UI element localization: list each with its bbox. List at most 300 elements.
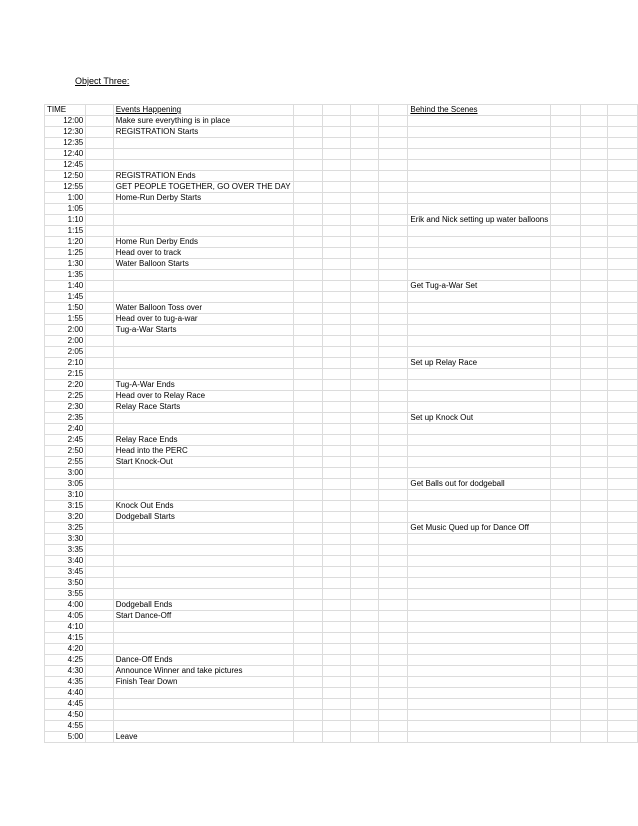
time-cell: 2:05 bbox=[45, 347, 86, 358]
table-row bbox=[45, 710, 638, 721]
empty-cell bbox=[607, 413, 637, 424]
empty-cell bbox=[551, 622, 581, 633]
time-cell: 3:55 bbox=[45, 589, 86, 600]
empty-cell bbox=[86, 501, 114, 512]
empty-cell bbox=[580, 556, 607, 567]
empty-cell bbox=[293, 523, 323, 534]
event-cell bbox=[113, 545, 293, 556]
empty-cell bbox=[607, 534, 637, 545]
time-cell: 2:55 bbox=[45, 457, 86, 468]
empty-cell bbox=[323, 325, 351, 336]
empty-cell bbox=[86, 446, 114, 457]
empty-cell bbox=[323, 138, 351, 149]
table-row bbox=[45, 644, 638, 655]
empty-cell bbox=[350, 501, 378, 512]
event-cell bbox=[113, 534, 293, 545]
time-cell: 5:00 bbox=[45, 732, 86, 743]
empty-cell bbox=[86, 677, 114, 688]
time-cell: 1:25 bbox=[45, 248, 86, 259]
empty-cell bbox=[86, 138, 114, 149]
empty-cell bbox=[580, 545, 607, 556]
empty-cell bbox=[350, 490, 378, 501]
empty-cell bbox=[580, 303, 607, 314]
table-row bbox=[45, 655, 638, 666]
empty-cell bbox=[580, 457, 607, 468]
empty-cell bbox=[293, 303, 323, 314]
event-cell: Make sure everything is in place bbox=[113, 116, 293, 127]
empty-cell bbox=[551, 127, 581, 138]
empty-cell bbox=[293, 325, 323, 336]
empty-cell bbox=[551, 369, 581, 380]
empty-cell bbox=[293, 710, 323, 721]
empty-cell bbox=[607, 204, 637, 215]
table-row bbox=[45, 402, 638, 413]
time-cell: 4:55 bbox=[45, 721, 86, 732]
table-row bbox=[45, 622, 638, 633]
empty-cell bbox=[293, 402, 323, 413]
event-cell: REGISTRATION Ends bbox=[113, 171, 293, 182]
empty-cell bbox=[378, 413, 408, 424]
empty-cell bbox=[323, 435, 351, 446]
table-row bbox=[45, 358, 638, 369]
time-cell: 4:40 bbox=[45, 688, 86, 699]
empty-cell bbox=[86, 468, 114, 479]
behind-scenes-cell bbox=[408, 721, 551, 732]
behind-scenes-cell bbox=[408, 468, 551, 479]
empty-cell bbox=[350, 171, 378, 182]
table-row bbox=[45, 556, 638, 567]
event-cell: GET PEOPLE TOGETHER, GO OVER THE DAY bbox=[113, 182, 293, 193]
time-cell: 12:45 bbox=[45, 160, 86, 171]
empty-cell bbox=[86, 479, 114, 490]
time-cell: 3:15 bbox=[45, 501, 86, 512]
empty-cell bbox=[86, 226, 114, 237]
event-cell: Tug-A-War Ends bbox=[113, 380, 293, 391]
table-row bbox=[45, 226, 638, 237]
empty-cell bbox=[580, 622, 607, 633]
empty-cell bbox=[323, 424, 351, 435]
empty-cell bbox=[607, 688, 637, 699]
empty-cell bbox=[580, 468, 607, 479]
empty-cell bbox=[378, 556, 408, 567]
behind-scenes-cell bbox=[408, 710, 551, 721]
behind-scenes-cell bbox=[408, 116, 551, 127]
empty-cell bbox=[293, 534, 323, 545]
empty-cell bbox=[378, 149, 408, 160]
time-cell: 4:05 bbox=[45, 611, 86, 622]
empty-cell bbox=[607, 523, 637, 534]
event-cell bbox=[113, 710, 293, 721]
empty-cell bbox=[86, 435, 114, 446]
empty-cell bbox=[293, 171, 323, 182]
empty-cell bbox=[580, 567, 607, 578]
empty-cell bbox=[551, 633, 581, 644]
empty-cell bbox=[86, 545, 114, 556]
empty-cell bbox=[350, 182, 378, 193]
behind-scenes-cell bbox=[408, 226, 551, 237]
empty-cell bbox=[293, 292, 323, 303]
event-cell: Head over to track bbox=[113, 248, 293, 259]
empty-cell bbox=[607, 600, 637, 611]
table-row bbox=[45, 116, 638, 127]
empty-cell bbox=[551, 325, 581, 336]
empty-cell bbox=[293, 457, 323, 468]
empty-cell bbox=[293, 259, 323, 270]
empty-cell bbox=[607, 160, 637, 171]
empty-cell bbox=[293, 699, 323, 710]
empty-cell bbox=[551, 567, 581, 578]
empty-cell bbox=[293, 237, 323, 248]
empty-cell bbox=[323, 237, 351, 248]
time-cell: 1:40 bbox=[45, 281, 86, 292]
empty-cell bbox=[323, 457, 351, 468]
empty-cell bbox=[293, 215, 323, 226]
table-row bbox=[45, 490, 638, 501]
empty-cell bbox=[580, 589, 607, 600]
table-row bbox=[45, 259, 638, 270]
event-cell: Head over to tug-a-war bbox=[113, 314, 293, 325]
event-cell bbox=[113, 204, 293, 215]
empty-cell bbox=[551, 138, 581, 149]
empty-cell bbox=[86, 710, 114, 721]
empty-cell bbox=[551, 160, 581, 171]
empty-cell bbox=[378, 446, 408, 457]
empty-cell bbox=[293, 391, 323, 402]
table-row bbox=[45, 501, 638, 512]
empty-cell bbox=[378, 688, 408, 699]
event-cell: Dodgeball Starts bbox=[113, 512, 293, 523]
empty-cell bbox=[350, 600, 378, 611]
event-cell: Relay Race Ends bbox=[113, 435, 293, 446]
empty-cell bbox=[580, 215, 607, 226]
header-behind: Behind the Scenes bbox=[408, 105, 551, 116]
empty-cell bbox=[350, 369, 378, 380]
empty-cell bbox=[350, 138, 378, 149]
empty-cell bbox=[551, 336, 581, 347]
empty-cell bbox=[580, 644, 607, 655]
time-cell: 3:20 bbox=[45, 512, 86, 523]
empty-cell bbox=[350, 424, 378, 435]
behind-scenes-cell bbox=[408, 457, 551, 468]
behind-scenes-cell bbox=[408, 248, 551, 259]
event-cell bbox=[113, 622, 293, 633]
empty-cell bbox=[350, 391, 378, 402]
empty-cell bbox=[86, 512, 114, 523]
empty-cell bbox=[551, 226, 581, 237]
empty-cell bbox=[607, 391, 637, 402]
event-cell bbox=[113, 479, 293, 490]
empty-cell bbox=[350, 446, 378, 457]
empty-cell bbox=[580, 116, 607, 127]
time-cell: 2:35 bbox=[45, 413, 86, 424]
table-row bbox=[45, 424, 638, 435]
behind-scenes-cell bbox=[408, 732, 551, 743]
empty-cell bbox=[350, 633, 378, 644]
empty-cell bbox=[580, 292, 607, 303]
empty-cell bbox=[350, 699, 378, 710]
empty-cell bbox=[607, 314, 637, 325]
empty-cell bbox=[378, 721, 408, 732]
time-cell: 3:30 bbox=[45, 534, 86, 545]
empty-cell bbox=[378, 259, 408, 270]
behind-scenes-cell bbox=[408, 556, 551, 567]
empty-cell bbox=[607, 501, 637, 512]
behind-scenes-cell bbox=[408, 171, 551, 182]
behind-scenes-cell bbox=[408, 688, 551, 699]
table-row bbox=[45, 435, 638, 446]
empty-cell bbox=[378, 468, 408, 479]
empty-cell bbox=[293, 490, 323, 501]
table-row bbox=[45, 446, 638, 457]
empty-cell bbox=[551, 149, 581, 160]
empty-cell bbox=[293, 193, 323, 204]
empty-cell bbox=[350, 534, 378, 545]
empty-cell bbox=[580, 699, 607, 710]
time-cell: 3:50 bbox=[45, 578, 86, 589]
empty-cell bbox=[323, 567, 351, 578]
empty-cell bbox=[378, 281, 408, 292]
empty-cell bbox=[86, 534, 114, 545]
table-row bbox=[45, 160, 638, 171]
empty-cell bbox=[580, 534, 607, 545]
empty-cell bbox=[580, 138, 607, 149]
empty-cell bbox=[350, 413, 378, 424]
empty-cell bbox=[86, 457, 114, 468]
empty-cell bbox=[323, 248, 351, 259]
header-spacer bbox=[350, 105, 378, 116]
empty-cell bbox=[607, 248, 637, 259]
empty-cell bbox=[607, 732, 637, 743]
table-row bbox=[45, 479, 638, 490]
table-row bbox=[45, 512, 638, 523]
empty-cell bbox=[293, 314, 323, 325]
behind-scenes-cell bbox=[408, 666, 551, 677]
empty-cell bbox=[323, 369, 351, 380]
empty-cell bbox=[607, 567, 637, 578]
event-cell: Knock Out Ends bbox=[113, 501, 293, 512]
empty-cell bbox=[86, 721, 114, 732]
table-row bbox=[45, 325, 638, 336]
behind-scenes-cell bbox=[408, 380, 551, 391]
empty-cell bbox=[86, 633, 114, 644]
empty-cell bbox=[580, 710, 607, 721]
event-cell bbox=[113, 270, 293, 281]
empty-cell bbox=[607, 292, 637, 303]
event-cell bbox=[113, 292, 293, 303]
table-row bbox=[45, 127, 638, 138]
empty-cell bbox=[607, 589, 637, 600]
empty-cell bbox=[378, 204, 408, 215]
empty-cell bbox=[607, 116, 637, 127]
time-cell: 1:00 bbox=[45, 193, 86, 204]
time-cell: 1:10 bbox=[45, 215, 86, 226]
empty-cell bbox=[580, 611, 607, 622]
empty-cell bbox=[350, 479, 378, 490]
empty-cell bbox=[350, 622, 378, 633]
behind-scenes-cell bbox=[408, 369, 551, 380]
empty-cell bbox=[350, 545, 378, 556]
behind-scenes-cell bbox=[408, 611, 551, 622]
empty-cell bbox=[580, 325, 607, 336]
empty-cell bbox=[323, 556, 351, 567]
empty-cell bbox=[350, 116, 378, 127]
empty-cell bbox=[551, 655, 581, 666]
empty-cell bbox=[86, 270, 114, 281]
header-time: TIME bbox=[45, 105, 86, 116]
header-row bbox=[45, 105, 638, 116]
empty-cell bbox=[323, 732, 351, 743]
event-cell bbox=[113, 589, 293, 600]
empty-cell bbox=[580, 226, 607, 237]
behind-scenes-cell bbox=[408, 644, 551, 655]
empty-cell bbox=[580, 633, 607, 644]
empty-cell bbox=[607, 655, 637, 666]
time-cell: 2:40 bbox=[45, 424, 86, 435]
empty-cell bbox=[323, 622, 351, 633]
table-row bbox=[45, 468, 638, 479]
empty-cell bbox=[293, 435, 323, 446]
empty-cell bbox=[580, 402, 607, 413]
empty-cell bbox=[350, 314, 378, 325]
empty-cell bbox=[607, 611, 637, 622]
empty-cell bbox=[323, 314, 351, 325]
table-row bbox=[45, 413, 638, 424]
empty-cell bbox=[350, 688, 378, 699]
empty-cell bbox=[551, 193, 581, 204]
empty-cell bbox=[323, 281, 351, 292]
empty-cell bbox=[86, 347, 114, 358]
empty-cell bbox=[350, 127, 378, 138]
behind-scenes-cell bbox=[408, 699, 551, 710]
empty-cell bbox=[580, 160, 607, 171]
table-row bbox=[45, 138, 638, 149]
empty-cell bbox=[293, 182, 323, 193]
empty-cell bbox=[551, 523, 581, 534]
empty-cell bbox=[350, 435, 378, 446]
empty-cell bbox=[551, 644, 581, 655]
empty-cell bbox=[86, 391, 114, 402]
event-cell: Relay Race Starts bbox=[113, 402, 293, 413]
empty-cell bbox=[580, 655, 607, 666]
empty-cell bbox=[551, 248, 581, 259]
event-cell: Announce Winner and take pictures bbox=[113, 666, 293, 677]
empty-cell bbox=[293, 589, 323, 600]
empty-cell bbox=[86, 182, 114, 193]
empty-cell bbox=[378, 699, 408, 710]
behind-scenes-cell bbox=[408, 127, 551, 138]
header-spacer bbox=[607, 105, 637, 116]
empty-cell bbox=[293, 479, 323, 490]
empty-cell bbox=[551, 380, 581, 391]
empty-cell bbox=[293, 600, 323, 611]
empty-cell bbox=[350, 281, 378, 292]
behind-scenes-cell bbox=[408, 589, 551, 600]
empty-cell bbox=[323, 292, 351, 303]
event-cell: Leave bbox=[113, 732, 293, 743]
empty-cell bbox=[350, 556, 378, 567]
schedule-table bbox=[44, 104, 638, 743]
empty-cell bbox=[86, 369, 114, 380]
empty-cell bbox=[323, 215, 351, 226]
empty-cell bbox=[323, 677, 351, 688]
event-cell bbox=[113, 578, 293, 589]
empty-cell bbox=[378, 490, 408, 501]
behind-scenes-cell bbox=[408, 204, 551, 215]
behind-scenes-cell bbox=[408, 303, 551, 314]
empty-cell bbox=[293, 226, 323, 237]
empty-cell bbox=[580, 149, 607, 160]
empty-cell bbox=[580, 237, 607, 248]
table-row bbox=[45, 523, 638, 534]
empty-cell bbox=[293, 567, 323, 578]
empty-cell bbox=[580, 512, 607, 523]
empty-cell bbox=[551, 699, 581, 710]
empty-cell bbox=[293, 116, 323, 127]
empty-cell bbox=[607, 182, 637, 193]
empty-cell bbox=[350, 149, 378, 160]
empty-cell bbox=[551, 116, 581, 127]
empty-cell bbox=[378, 545, 408, 556]
behind-scenes-cell: Get Tug-a-War Set bbox=[408, 281, 551, 292]
time-cell: 2:25 bbox=[45, 391, 86, 402]
empty-cell bbox=[293, 127, 323, 138]
empty-cell bbox=[378, 336, 408, 347]
empty-cell bbox=[293, 556, 323, 567]
empty-cell bbox=[293, 732, 323, 743]
empty-cell bbox=[580, 336, 607, 347]
empty-cell bbox=[323, 490, 351, 501]
empty-cell bbox=[551, 677, 581, 688]
empty-cell bbox=[350, 336, 378, 347]
time-cell: 2:50 bbox=[45, 446, 86, 457]
empty-cell bbox=[350, 468, 378, 479]
empty-cell bbox=[323, 611, 351, 622]
time-cell: 1:50 bbox=[45, 303, 86, 314]
empty-cell bbox=[607, 479, 637, 490]
empty-cell bbox=[323, 633, 351, 644]
empty-cell bbox=[378, 611, 408, 622]
empty-cell bbox=[350, 292, 378, 303]
empty-cell bbox=[293, 677, 323, 688]
table-row bbox=[45, 578, 638, 589]
empty-cell bbox=[378, 578, 408, 589]
empty-cell bbox=[323, 226, 351, 237]
time-cell: 4:25 bbox=[45, 655, 86, 666]
empty-cell bbox=[86, 413, 114, 424]
empty-cell bbox=[378, 435, 408, 446]
table-row bbox=[45, 677, 638, 688]
empty-cell bbox=[378, 567, 408, 578]
empty-cell bbox=[323, 468, 351, 479]
table-row bbox=[45, 237, 638, 248]
behind-scenes-cell bbox=[408, 270, 551, 281]
behind-scenes-cell bbox=[408, 424, 551, 435]
table-row bbox=[45, 149, 638, 160]
empty-cell bbox=[580, 578, 607, 589]
table-row bbox=[45, 732, 638, 743]
time-cell: 1:35 bbox=[45, 270, 86, 281]
empty-cell bbox=[607, 435, 637, 446]
empty-cell bbox=[607, 303, 637, 314]
empty-cell bbox=[378, 292, 408, 303]
empty-cell bbox=[607, 193, 637, 204]
empty-cell bbox=[607, 446, 637, 457]
empty-cell bbox=[580, 435, 607, 446]
empty-cell bbox=[293, 633, 323, 644]
time-cell: 1:05 bbox=[45, 204, 86, 215]
time-cell: 3:25 bbox=[45, 523, 86, 534]
empty-cell bbox=[580, 600, 607, 611]
